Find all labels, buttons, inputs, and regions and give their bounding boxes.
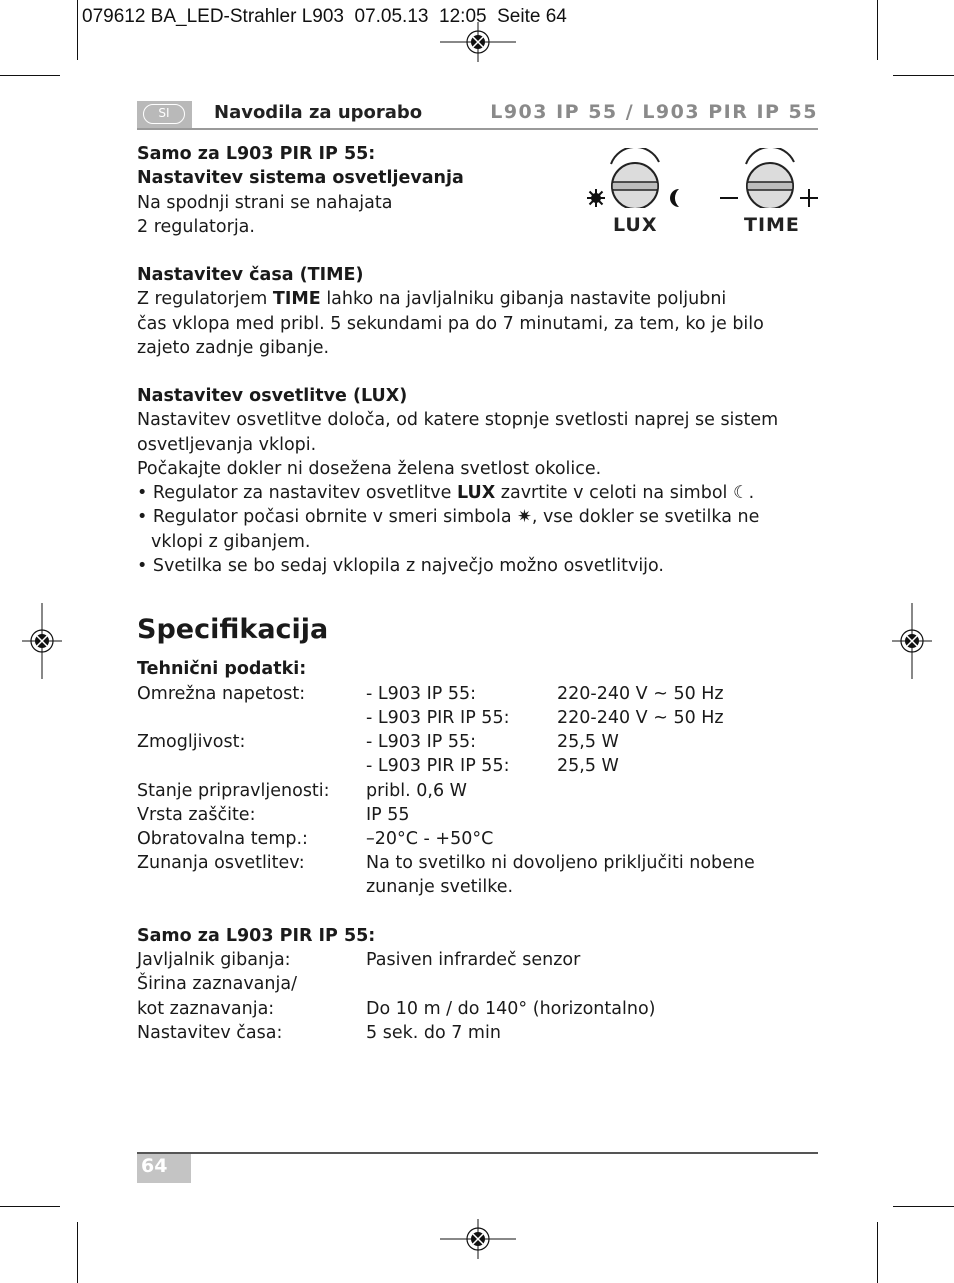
spec-width-value: Do 10 m / do 140° (horizontalno) [366,999,656,1019]
spec-ext-value-2: zunanje svetilke. [366,877,514,897]
time-keyword: TIME [272,289,321,310]
spec-standby-label: Stanje pripravljenosti: [137,781,330,801]
language-badge: SI [143,104,185,124]
spec-value: 25,5 W [557,732,619,752]
intro-text-1: Na spodnji strani se nahajata [137,192,393,213]
time-section [137,263,764,360]
intro-text-2: 2 regulatorja. [137,216,255,237]
moon-icon [670,189,679,207]
spec-temp-label: Obratovalna temp.: [137,829,308,849]
lux-knob-label: LUX [613,214,658,236]
spec-temp-value: –20°C - +50°C [366,829,494,849]
intro-heading-1: Samo za L903 PIR IP 55: [137,144,376,164]
spec-timeset-value: 5 sek. do 7 min [366,1023,501,1043]
time-paragraph-line3: zajeto zadnje gibanje. [137,337,330,358]
bullet-text: zavrtite v celoti na simbol [495,483,733,504]
crop-mark [77,0,78,60]
lux-bullet-3: • Svetilka se bo sedaj vklopila z največjo možno osvetlitvijo. [137,556,664,577]
spec-model: - L903 PIR IP 55: [366,756,510,776]
crop-mark [893,75,954,76]
crop-mark [877,1222,878,1283]
time-text: Z regulatorjem [137,289,273,310]
spec-subheading: Tehnični podatki: [137,659,307,679]
spec-value: 220-240 V ~ 50 Hz [557,708,724,728]
spec-protection-label: Vrsta zaščite: [137,805,256,825]
lux-heading: Nastavitev osvetlitve (LUX) [137,386,408,406]
moon-icon: ☾ [732,483,749,504]
intro-block [137,142,464,239]
spec-label: Omrežna napetost: [137,684,306,704]
lux-keyword: LUX [456,483,496,504]
plus-icon [800,189,818,207]
spec-value: 220-240 V ~ 50 Hz [557,684,724,704]
footer-rule [137,1152,818,1154]
spec-ext-value-1: Na to svetilko ni dovoljeno priključiti nobene [366,853,755,873]
lux-bullet-1 [137,481,778,505]
lux-knob-illustration [583,148,693,208]
time-knob-label: TIME [744,214,800,236]
crop-mark [893,1206,954,1207]
spec-value: 25,5 W [557,756,619,776]
spec-model: - L903 IP 55: [366,684,477,704]
lux-bullet-2-cont: vklopi z gibanjem. [151,531,311,552]
bullet-text: • Regulator počasi obrnite v smeri simbola [137,507,518,528]
spec-label: Zmogljivost: [137,732,246,752]
spec-heading: Specifikacija [137,614,329,645]
bullet-text: . [748,483,755,504]
lux-paragraph-line3: Počakajte dokler ni dosežena želena svetlost okolice. [137,458,602,479]
spec-protection-value: IP 55 [366,805,410,825]
lux-bullet-2 [137,505,778,529]
page-number: 64 [141,1155,168,1177]
registration-mark-left [22,603,62,679]
spec-ext-label: Zunanja osvetlitev: [137,853,305,873]
registration-mark-top [440,22,516,62]
crop-mark [0,75,60,76]
crop-mark [77,1222,78,1283]
sun-icon: ✷ [517,507,532,528]
lux-paragraph-line1: Nastavitev osvetlitve določa, od katere stopnje svetlosti naprej se sistem [137,410,779,431]
crop-mark [0,1206,60,1207]
spec-timeset-label: Nastavitev časa: [137,1023,283,1043]
spec-motion-label: Javljalnik gibanja: [137,950,291,970]
bullet-text: , vse dokler se svetilka ne [531,507,760,528]
time-knob-illustration [716,148,826,208]
spec-standby-value: pribl. 0,6 W [366,781,467,801]
time-paragraph-line2: čas vklopa med pribl. 5 sekundami pa do 7 minutami, za tem, ko je bilo [137,313,764,334]
spec-model: - L903 PIR IP 55: [366,708,510,728]
time-heading: Nastavitev časa (TIME) [137,265,364,285]
registration-mark-right [892,603,932,679]
header-title: Navodila za uporabo [214,102,423,123]
registration-mark-bottom [440,1219,516,1259]
spec-motion-value: Pasiven infrardeč senzor [366,950,581,970]
sun-icon [587,189,605,207]
bullet-text: • Regulator za nastavitev osvetlitve [137,483,457,504]
spec-pir-heading: Samo za L903 PIR IP 55: [137,926,376,946]
crop-mark [877,0,878,60]
lux-paragraph-line2: osvetljevanja vklopi. [137,434,317,455]
spec-width-label-2: kot zaznavanja: [137,999,275,1019]
time-paragraph-line1 [137,287,764,311]
print-slug: 079612 BA_LED-Strahler L903 07.05.13 12:05 Seite 64 [82,6,567,27]
header-model: L903 IP 55 / L903 PIR IP 55 [490,101,818,123]
intro-heading-2: Nastavitev sistema osvetljevanja [137,168,464,189]
time-text: lahko na javljalniku gibanja nastavite poljubni [320,289,727,310]
spec-width-label-1: Širina zaznavanja/ [137,974,297,994]
header-rule [137,128,818,130]
spec-model: - L903 IP 55: [366,732,477,752]
lux-section [137,384,778,578]
